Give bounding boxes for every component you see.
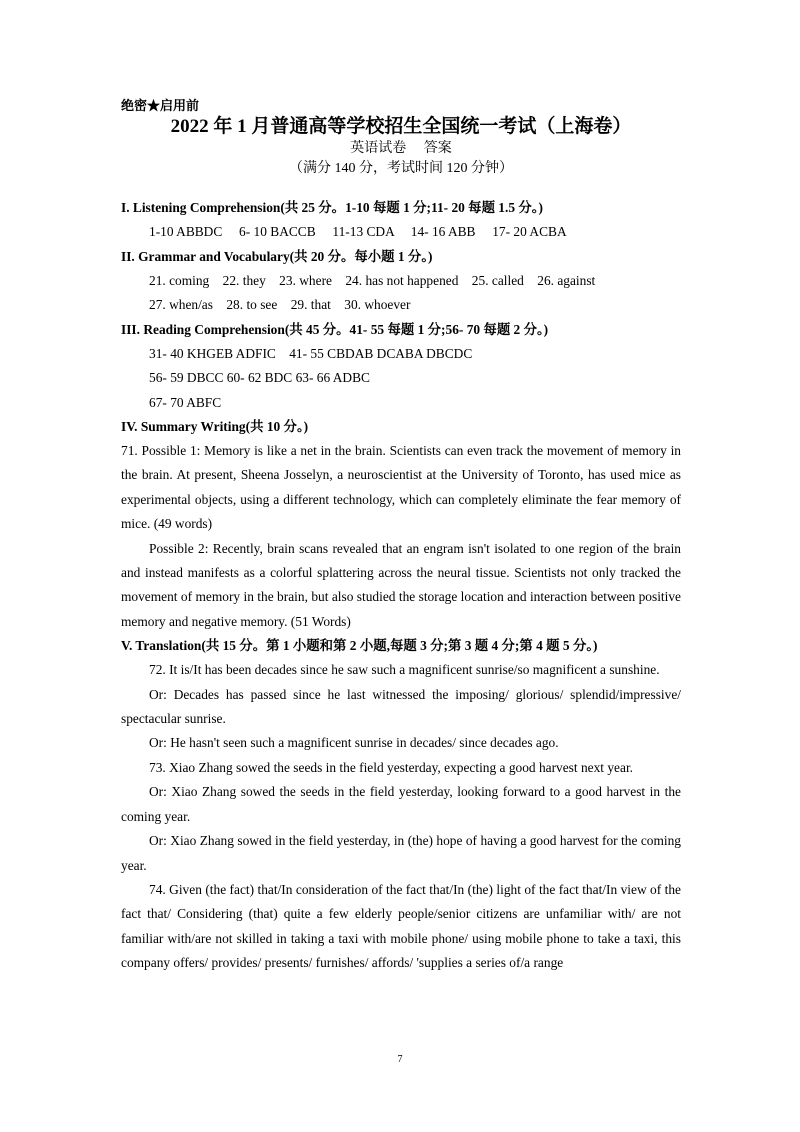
grammar-answers-line: 21. coming 22. they 23. where 24. has not happened 25. called 26. against	[149, 272, 596, 288]
exam-meta: （满分 140 分，考试时间 120 分钟）	[289, 161, 513, 176]
page-number: 7	[397, 1054, 403, 1065]
section-heading-listening: I. Listening Comprehension(共 25 分。1-10 每题 1 分;11- 20 每题 1.5 分。)	[121, 200, 543, 215]
section-heading-translation: V. Translation(共 15 分。第 1 小题和第 2 小题,每题 3 分;第 3 题 4 分;第 4 题 5 分。)	[121, 638, 598, 654]
summary-possible-1: 71. Possible 1: Memory is like a net in the brain. Scientists can even track the movement of memory in the brain. At present, Sheena Josselyn, a neuroscientist at the University of Toronto, has used mice as experimental objects, using a different technology, which can completely eliminate the fear memory of mice. (49 words)	[121, 443, 681, 532]
translation-72-answer: 72. It is/It has been decades since he saw such a magnificent sunrise/so magnificent a sunshine.	[149, 662, 660, 678]
summary-possible-2: Possible 2: Recently, brain scans revealed that an engram isn't isolated to one region of the brain and instead manifests as a colorful splattering across the neural tissue. Scientists not only tracked the movement of memory in the brain, but also studied the storage location and interaction between positive memory and negative memory. (51 Words)	[121, 540, 681, 629]
reading-answers-line: 67- 70 ABFC	[149, 394, 222, 410]
grammar-answers-line: 27. when/as 28. to see 29. that 30. whoever	[149, 297, 411, 312]
translation-72-alternative: Or: Decades has passed since he last witnessed the imposing/ glorious/ splendid/impressive/ spectacular sunrise.	[121, 686, 681, 727]
secret-label: 绝密★启用前	[121, 98, 200, 113]
document-subtitle: 英语试卷 答案	[350, 141, 452, 156]
section-heading-summary: IV. Summary Writing(共 10 分。)	[121, 419, 309, 434]
translation-73-answer: 73. Xiao Zhang sowed the seeds in the field yesterday, expecting a good harvest next year.	[149, 759, 634, 775]
translation-73-alternative: Or: Xiao Zhang sowed the seeds in the field yesterday, looking forward to a good harvest in the coming year.	[121, 784, 681, 824]
translation-74-answer: 74. Given (the fact) that/In consideration of the fact that/In (the) light of the fact that/In view of the fact that/ Considering (that) quite a few elderly people/senior citizens are unfamiliar with/ are not familiar with/are not skilled in taking a taxi with mobile phone/ using mobile phone to take a taxi, this company offers/ provides/ presents/ furnishes/ affords/ 'supplies a series of/a range	[121, 881, 681, 971]
section-heading-reading: III. Reading Comprehension(共 45 分。41- 55 每题 1 分;56- 70 每题 2 分。)	[121, 321, 549, 337]
document-title: 2022 年 1 月普通高等学校招生全国统一考试（上海卷）	[170, 116, 632, 137]
translation-72-alternative: Or: He hasn't seen such a magnificent sunrise in decades/ since decades ago.	[149, 735, 559, 751]
reading-answers-line: 31- 40 KHGEB ADFIC 41- 55 CBDAB DCABA DBCDC	[149, 345, 473, 361]
answer-document	[121, 97, 681, 976]
translation-73-alternative: Or: Xiao Zhang sowed in the field yesterday, in (the) hope of having a good harvest for the coming year.	[121, 833, 681, 873]
section-heading-grammar: II. Grammar and Vocabulary(共 20 分。每小题 1 分。)	[121, 248, 433, 264]
listening-answers: 1-10 ABBDC 6- 10 BACCB 11-13 CDA 14- 16 ABB 17- 20 ACBA	[149, 224, 567, 239]
reading-answers-line: 56- 59 DBCC 60- 62 BDC 63- 66 ADBC	[149, 370, 370, 385]
